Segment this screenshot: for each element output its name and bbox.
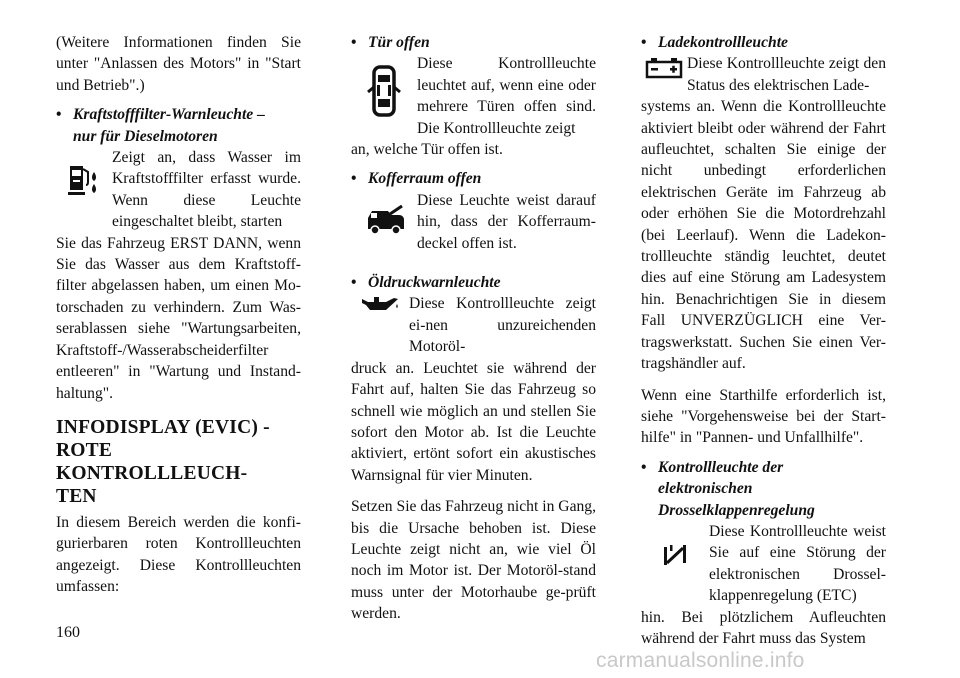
fuel-filter-block <box>56 104 301 404</box>
etc-text: Diese Kontrollleuchte weist Sie auf eine Störung der elektronischen Drossel-klappenregelung (ETC) <box>709 522 886 605</box>
oil-pressure-text: Diese Kontrollleuchte zeigt ei-nen unzureichenden Motoröl- <box>409 295 596 356</box>
fuel-filter-text: Zeigt an, dass Wasser im Kraftstofffilter erfasst wurde. Wenn diese Leuchte eingeschaltet bleibt, starten <box>112 149 301 231</box>
trunk-open-block <box>351 168 596 254</box>
etc-text-continued: hin. Bei plötzlichem Aufleuchten während der Fahrt muss das System <box>641 608 886 647</box>
charge-text-continued: systems an. Wenn die Kontrollleuchte aktiviert bleibt oder während der Fahrt aufleuchtet, schalten Sie einige der nicht unbedingt erforderlichen elektrischen Geräte im Fahrzeug ab oder erhöhen Sie die Motordrehzahl (bei Leerlauf). Wenn die Ladekon-trollleuchte ständig leuchtet, deutet dies auf eine Störung am Ladesystem hin. Benachrichtigen Sie in diesem Fall UNVERZÜGLICH eine Ver-tragswerkstatt. Suchen Sie einen Ver-tragshändler auf. <box>641 98 886 373</box>
oil-note-paragraph: Setzen Sie das Fahrzeug nicht in Gang, bis die Ursache behoben ist. Diese Leuchte zeigt nicht an, wie viel Öl noch im Motor ist. Der Motoröl-stand muss unter der Motorhaube ge-prüft werden. <box>351 498 596 623</box>
oil-can-icon <box>351 293 409 313</box>
fuel-filter-water-icon <box>56 147 112 199</box>
charge-block <box>641 32 886 375</box>
oil-pressure-block <box>351 272 596 486</box>
trunk-open-title: • Kofferraum offen <box>351 168 596 189</box>
column-1 <box>56 32 301 598</box>
door-open-title: • Tür offen <box>351 32 596 53</box>
door-open-icon <box>351 53 417 119</box>
door-open-text: Diese Kontrollleuchte leuchtet auf, wenn eine oder mehrere Türen offen sind. Die Kontrollleuchte zeigt <box>417 55 596 137</box>
battery-icon <box>641 53 687 79</box>
throttle-icon <box>641 521 709 567</box>
page-number: 160 <box>56 624 80 641</box>
fuel-filter-text-continued: Sie das Fahrzeug ERST DANN, wenn Sie das Wasser aus dem Kraftstoff-filter abgelassen haben, um einen Mo-torschaden zu verhindern. Zum Was-serablassen siehe "Wartungsarbeiten, Kraftstoff-/Wasserabscheiderfilter entleeren" in "Wartung und Instand-haltung". <box>56 234 301 402</box>
intro-paragraph: (Weitere Informationen finden Sie unter "Anlassen des Motors" in "Start und Betrieb".) <box>56 34 301 94</box>
column-2 <box>351 32 596 625</box>
jump-start-paragraph: Wenn eine Starthilfe erforderlich ist, siehe "Vorgehensweise bei der Start-hilfe" in "Pannen- und Unfallhilfe". <box>641 386 886 447</box>
etc-title: • Kontrollleuchte der elektronischen Drosselklappenregelung <box>641 457 886 521</box>
door-open-text-continued: an, welche Tür offen ist. <box>351 141 503 159</box>
column-3 <box>641 32 886 649</box>
door-open-block <box>351 32 596 160</box>
section-paragraph: In diesem Bereich werden die konfi-gurierbaren roten Kontrollleuchten angezeigt. Diese Kontrollleuchten umfassen: <box>56 513 301 596</box>
charge-text: Diese Kontrollleuchte zeigt den Status des elektrischen Lade- <box>687 55 886 94</box>
trunk-open-text: Diese Leuchte weist darauf hin, dass der Kofferraum-deckel offen ist. <box>417 191 596 252</box>
fuel-filter-title: • Kraftstofffilter-Warnleuchte – nur für Dieselmotoren <box>56 104 301 147</box>
watermark: carmanualsonline.info <box>596 649 805 672</box>
oil-pressure-title: • Öldruckwarnleuchte <box>351 272 596 293</box>
etc-block <box>641 457 886 650</box>
section-heading: INFODISPLAY (EVIC) - ROTE KONTROLLLEUCH- TEN <box>56 416 270 507</box>
charge-title: • Ladekontrollleuchte <box>641 32 886 53</box>
trunk-open-icon <box>351 190 417 236</box>
oil-pressure-text-continued: druck an. Leuchtet sie während der Fahrt auf, halten Sie das Fahrzeug so schnell wie möglich an und stellen Sie sofort den Motor ab. Ist die Leuchte aktiviert, ertönt sofort ein akustisches Warnsignal für vier Minuten. <box>351 359 596 484</box>
